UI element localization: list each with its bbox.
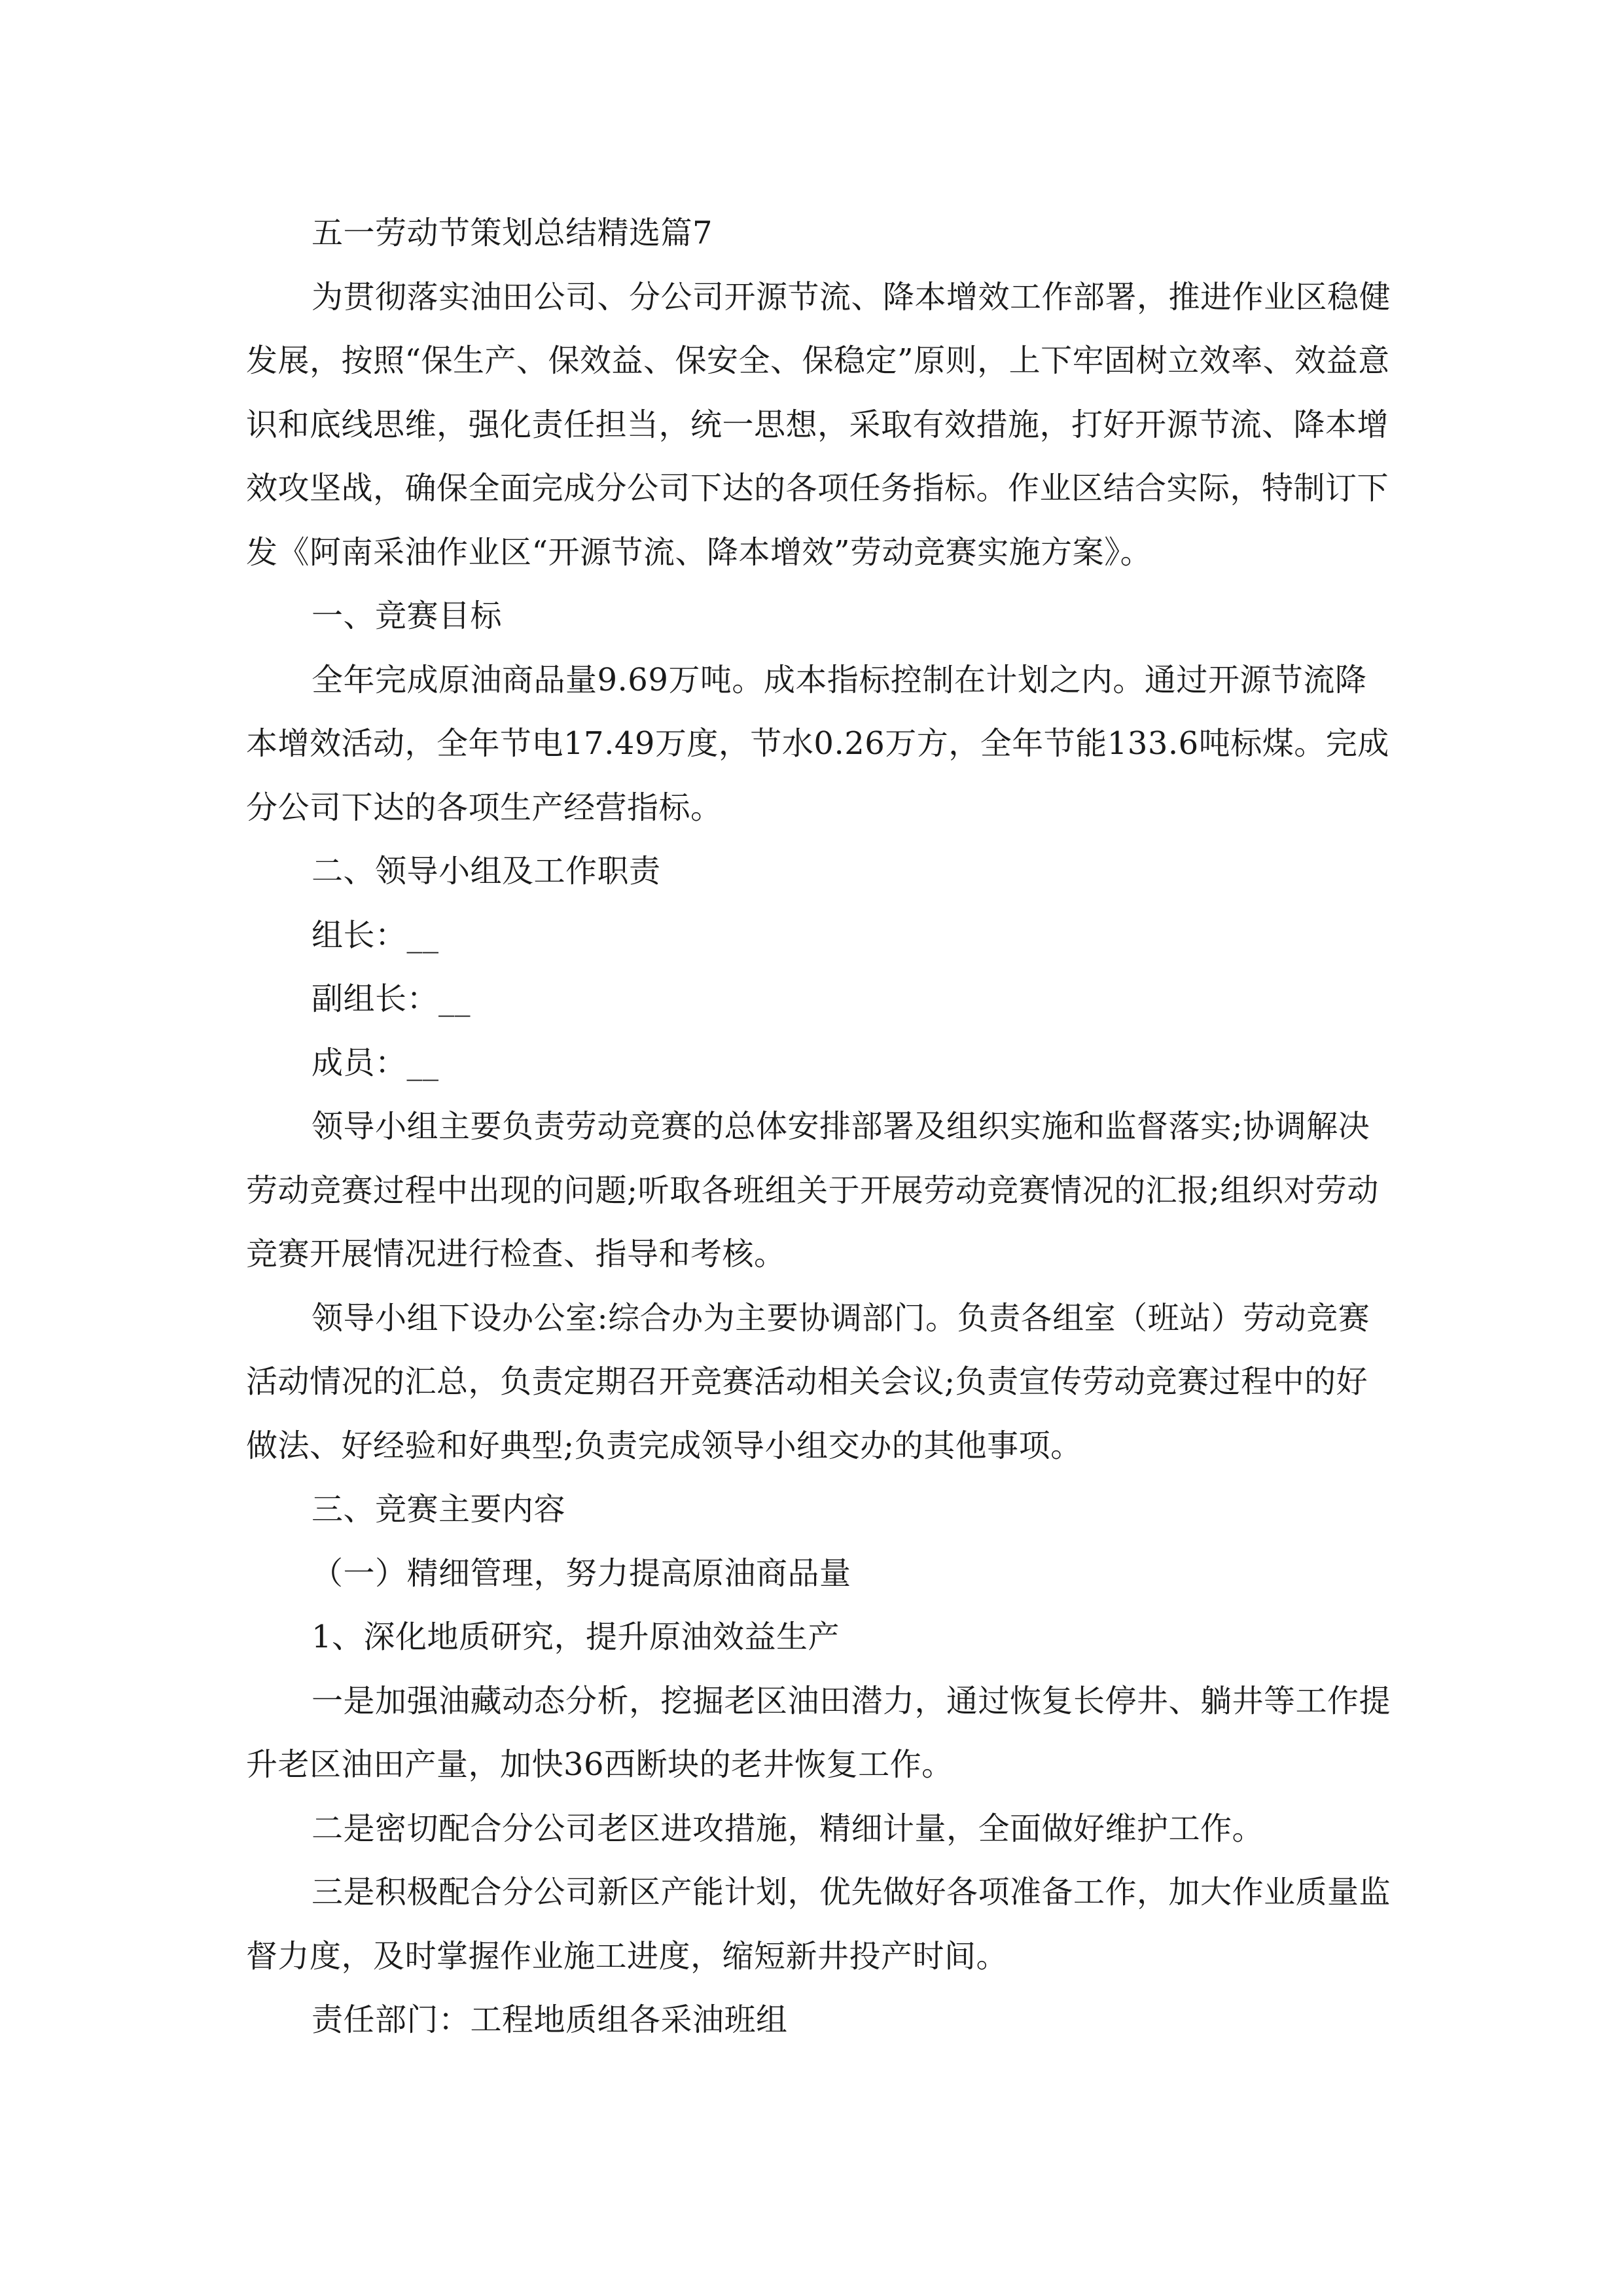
- responsible-department-line: 责任部门：工程地质组各采油班组: [312, 2001, 788, 2038]
- leader-line: 组长：__: [312, 916, 439, 954]
- item-geology-research: 1、深化地质研究，提升原油效益生产: [312, 1619, 840, 1655]
- members-line: 成员：__: [312, 1044, 439, 1081]
- section-heading: 五一劳动节策划总结精选篇7: [312, 215, 713, 251]
- heading-contents: 三、竞赛主要内容: [312, 1491, 566, 1528]
- office-duties-paragraph: 领导小组下设办公室:综合办为主要协调部门。负责各组室（班站）劳动竞赛活动情况的汇总，负责定期召开竞赛活动相关会议;负责宣传劳动竞赛过程中的好做法、好经验和好典型;负责完成领导小组交办的其他事项。: [246, 1299, 1370, 1464]
- heading-goals: 一、竞赛目标: [312, 598, 503, 634]
- leadership-duties-paragraph: 领导小组主要负责劳动竞赛的总体安排部署及组织实施和监督落实;协调解决劳动竞赛过程中出现的问题;听取各班组关于开展劳动竞赛情况的汇报;组织对劳动竞赛开展情况进行检查、指导和考核。: [246, 1108, 1379, 1272]
- goals-paragraph: 全年完成原油商品量9.69万吨。成本指标控制在计划之内。通过开源节流降本增效活动，全年节电17.49万度，节水0.26万方，全年节能133.6吨标煤。完成分公司下达的各项生产经营指标。: [246, 661, 1389, 826]
- point-two-paragraph: 二是密切配合分公司老区进攻措施，精细计量，全面做好维护工作。: [312, 1810, 1264, 1847]
- heading-leadership: 二、领导小组及工作职责: [312, 853, 661, 889]
- intro-paragraph: 为贯彻落实油田公司、分公司开源节流、降本增效工作部署，推进作业区稳健发展，按照“保生产、保效益、保安全、保稳定”原则，上下牢固树立效率、效益意识和底线思维，强化责任担当，统一思想，采取有效措施，打好开源节流、降本增效攻坚战，确保全面完成分公司下达的各项任务指标。作业区结合实际，特制订下发《阿南采油作业区“开源节流、降本增效”劳动竞赛实施方案》。: [246, 278, 1391, 571]
- subheading-management: （一）精细管理，努力提高原油商品量: [312, 1554, 851, 1592]
- document-body: [246, 202, 1398, 2053]
- deputy-leader-line: 副组长：__: [312, 980, 471, 1017]
- point-one-paragraph: 一是加强油藏动态分析，挖掘老区油田潜力，通过恢复长停井、躺井等工作提升老区油田产量，加快36西断块的老井恢复工作。: [246, 1682, 1391, 1783]
- point-three-paragraph: 三是积极配合分公司新区产能计划，优先做好各项准备工作，加大作业质量监督力度，及时掌握作业施工进度，缩短新井投产时间。: [246, 1874, 1391, 1975]
